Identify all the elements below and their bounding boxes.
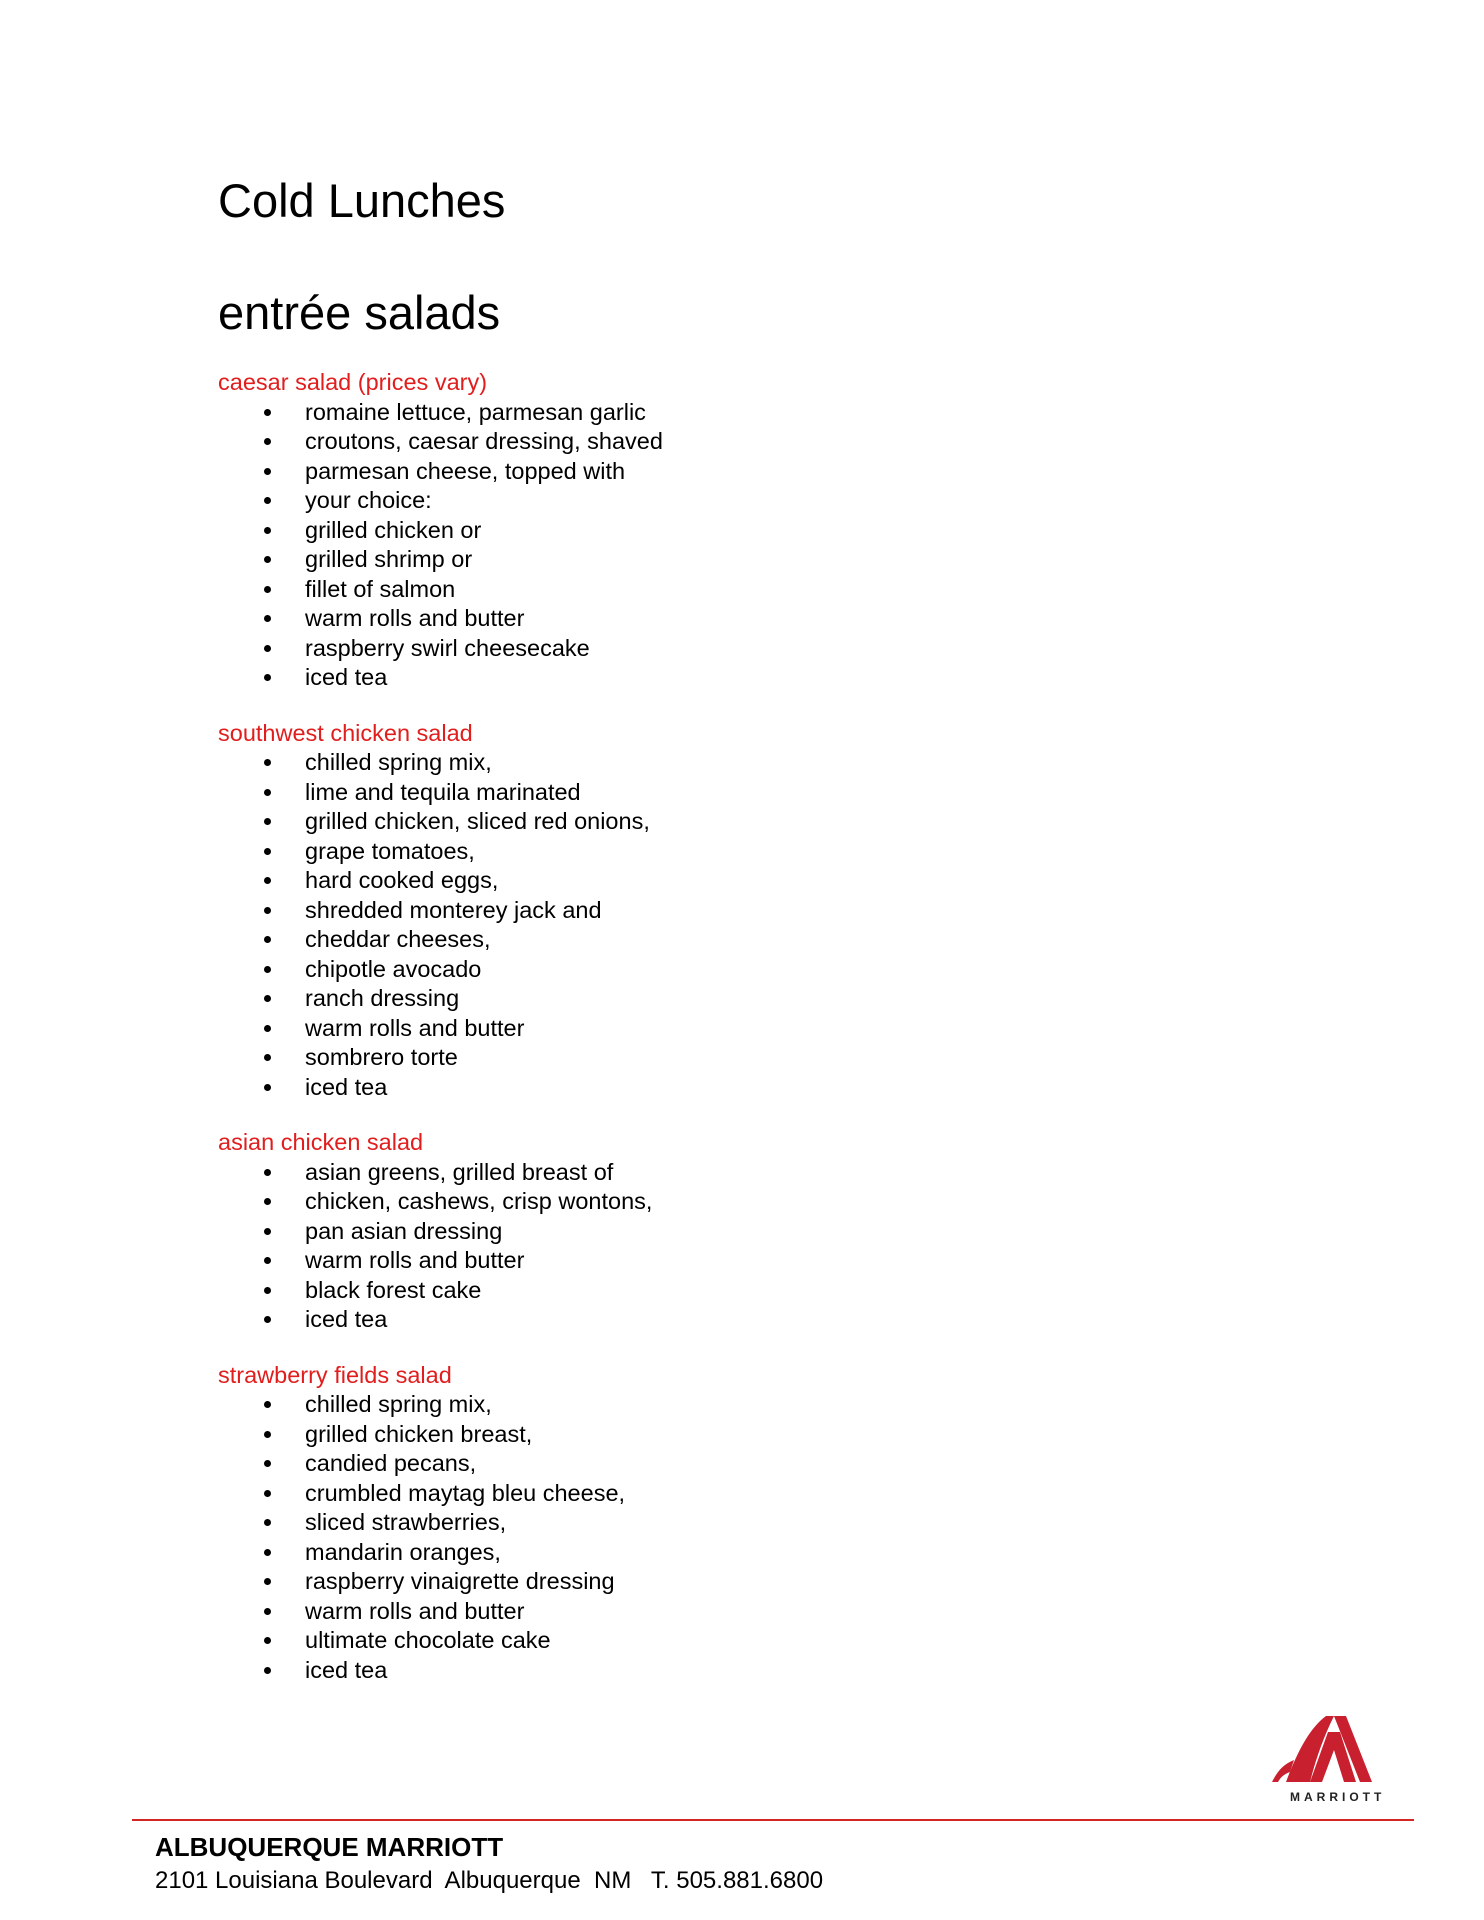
bullet-icon [264, 966, 271, 973]
list-item [218, 778, 1118, 808]
list-item [218, 486, 1118, 516]
list-item-text: chipotle avocado [305, 955, 482, 982]
marriott-wordmark: MARRIOTT [1290, 1790, 1386, 1804]
list-item-text: crumbled maytag bleu cheese, [305, 1479, 626, 1506]
list-item-text: hard cooked eggs, [305, 867, 499, 893]
menu-list [218, 368, 1118, 1685]
list-item [218, 896, 1118, 926]
list-item [218, 1390, 1118, 1420]
menu-item-name: caesar salad (prices vary) [218, 369, 488, 395]
list-item [218, 1538, 1118, 1568]
list-item-text: sombrero torte [305, 1044, 458, 1070]
bullet-icon [264, 1084, 271, 1091]
bullet-icon [264, 438, 271, 445]
list-item-text: asian greens, grilled breast of [305, 1158, 614, 1185]
list-item [218, 427, 1118, 457]
list-item [218, 1246, 1118, 1276]
bullet-icon [264, 1608, 271, 1615]
bullet-icon [264, 1025, 271, 1032]
bullet-icon [264, 1287, 271, 1294]
list-item-text: grilled chicken or [305, 516, 482, 543]
list-item [218, 1014, 1118, 1044]
list-item-text: ultimate chocolate cake [305, 1627, 551, 1653]
list-item [218, 1567, 1118, 1597]
bullet-icon [264, 645, 271, 652]
menu-section [218, 719, 1118, 1103]
bullet-icon [264, 1637, 271, 1644]
ingredient-list [218, 1158, 1118, 1335]
bullet-icon [264, 907, 271, 914]
list-item-text: mandarin oranges, [305, 1538, 501, 1565]
list-item-text: grilled chicken breast, [305, 1420, 533, 1447]
hotel-name: ALBUQUERQUE MARRIOTT [155, 1832, 504, 1862]
bullet-icon [264, 1401, 271, 1408]
list-item [218, 634, 1118, 664]
bullet-icon [264, 995, 271, 1002]
list-item-text: candied pecans, [305, 1450, 477, 1476]
page-title: Cold Lunches [218, 174, 506, 227]
list-item [218, 807, 1118, 837]
marriott-m-icon [1268, 1710, 1398, 1788]
list-item-text: raspberry swirl cheesecake [305, 634, 590, 661]
list-item [218, 1305, 1118, 1335]
list-item-text: romaine lettuce, parmesan garlic [305, 398, 646, 425]
bullet-icon [264, 848, 271, 855]
bullet-icon [264, 1257, 271, 1264]
bullet-icon [264, 497, 271, 504]
list-item [218, 516, 1118, 546]
bullet-icon [264, 1519, 271, 1526]
list-item-text: grilled chicken, sliced red onions, [305, 808, 650, 834]
bullet-icon [264, 1169, 271, 1176]
bullet-icon [264, 1228, 271, 1235]
bullet-icon [264, 818, 271, 825]
list-item-text: parmesan cheese, topped with [305, 457, 626, 484]
list-item [218, 1276, 1118, 1306]
bullet-icon [264, 1667, 271, 1674]
bullet-icon [264, 1578, 271, 1585]
bullet-icon [264, 674, 271, 681]
menu-section [218, 1361, 1118, 1686]
list-item-text: cheddar cheeses, [305, 926, 491, 952]
list-item-text: pan asian dressing [305, 1217, 503, 1244]
list-item-text: iced tea [305, 1306, 388, 1332]
list-item [218, 1626, 1118, 1656]
ingredient-list [218, 748, 1118, 1102]
bullet-icon [264, 1431, 271, 1438]
bullet-icon [264, 789, 271, 796]
ingredient-list [218, 1390, 1118, 1685]
list-item [218, 1479, 1118, 1509]
list-item [218, 575, 1118, 605]
bullet-icon [264, 1198, 271, 1205]
list-item [218, 925, 1118, 955]
list-item [218, 457, 1118, 487]
menu-item-name: asian chicken salad [218, 1129, 424, 1155]
list-item [218, 398, 1118, 428]
list-item [218, 1597, 1118, 1627]
bullet-icon [264, 1460, 271, 1467]
list-item-text: iced tea [305, 1073, 388, 1100]
list-item-text: warm rolls and butter [305, 1597, 525, 1624]
list-item-text: shredded monterey jack and [305, 896, 602, 923]
list-item-text: warm rolls and butter [305, 1014, 525, 1041]
list-item-text: fillet of salmon [305, 575, 456, 602]
list-item-text: iced tea [305, 664, 388, 690]
bullet-icon [264, 527, 271, 534]
list-item-text: croutons, caesar dressing, shaved [305, 428, 663, 454]
list-item [218, 1420, 1118, 1450]
bullet-icon [264, 468, 271, 475]
bullet-icon [264, 759, 271, 766]
list-item-text: grilled shrimp or [305, 546, 473, 572]
marriott-logo [1268, 1710, 1398, 1802]
bullet-icon [264, 586, 271, 593]
list-item [218, 955, 1118, 985]
list-item-text: sliced strawberries, [305, 1509, 507, 1535]
bullet-icon [264, 556, 271, 563]
bullet-icon [264, 1549, 271, 1556]
menu-section [218, 1128, 1118, 1335]
list-item [218, 984, 1118, 1014]
bullet-icon [264, 877, 271, 884]
list-item [218, 604, 1118, 634]
menu-item-name: southwest chicken salad [218, 719, 473, 746]
list-item-text: warm rolls and butter [305, 605, 525, 631]
list-item-text: warm rolls and butter [305, 1247, 525, 1273]
list-item [218, 663, 1118, 693]
list-item-text: iced tea [305, 1656, 388, 1683]
list-item-text: ranch dressing [305, 985, 460, 1011]
bullet-icon [264, 615, 271, 622]
list-item-text: black forest cake [305, 1276, 482, 1303]
list-item-text: lime and tequila marinated [305, 778, 581, 805]
section-title: entrée salads [218, 286, 501, 339]
list-item-text: chilled spring mix, [305, 1391, 492, 1417]
bullet-icon [264, 409, 271, 416]
list-item [218, 545, 1118, 575]
list-item [218, 1449, 1118, 1479]
bullet-icon [264, 1490, 271, 1497]
list-item-text: raspberry vinaigrette dressing [305, 1568, 615, 1594]
footer-divider [132, 1819, 1414, 1821]
list-item-text: chilled spring mix, [305, 749, 492, 775]
list-item [218, 866, 1118, 896]
bullet-icon [264, 1316, 271, 1323]
list-item [218, 1073, 1118, 1103]
list-item [218, 1158, 1118, 1188]
list-item-text: chicken, cashews, crisp wontons, [305, 1188, 653, 1214]
list-item [218, 1217, 1118, 1247]
list-item [218, 1656, 1118, 1686]
bullet-icon [264, 1054, 271, 1061]
list-item-text: your choice: [305, 487, 432, 513]
ingredient-list [218, 398, 1118, 693]
hotel-address: 2101 Louisiana Boulevard Albuquerque NM T. 505.881.6800 [155, 1867, 824, 1894]
list-item-text: grape tomatoes, [305, 837, 475, 864]
list-item [218, 1187, 1118, 1217]
bullet-icon [264, 936, 271, 943]
menu-section [218, 368, 1118, 693]
list-item [218, 748, 1118, 778]
menu-item-name: strawberry fields salad [218, 1361, 452, 1388]
list-item [218, 837, 1118, 867]
list-item [218, 1043, 1118, 1073]
list-item [218, 1508, 1118, 1538]
